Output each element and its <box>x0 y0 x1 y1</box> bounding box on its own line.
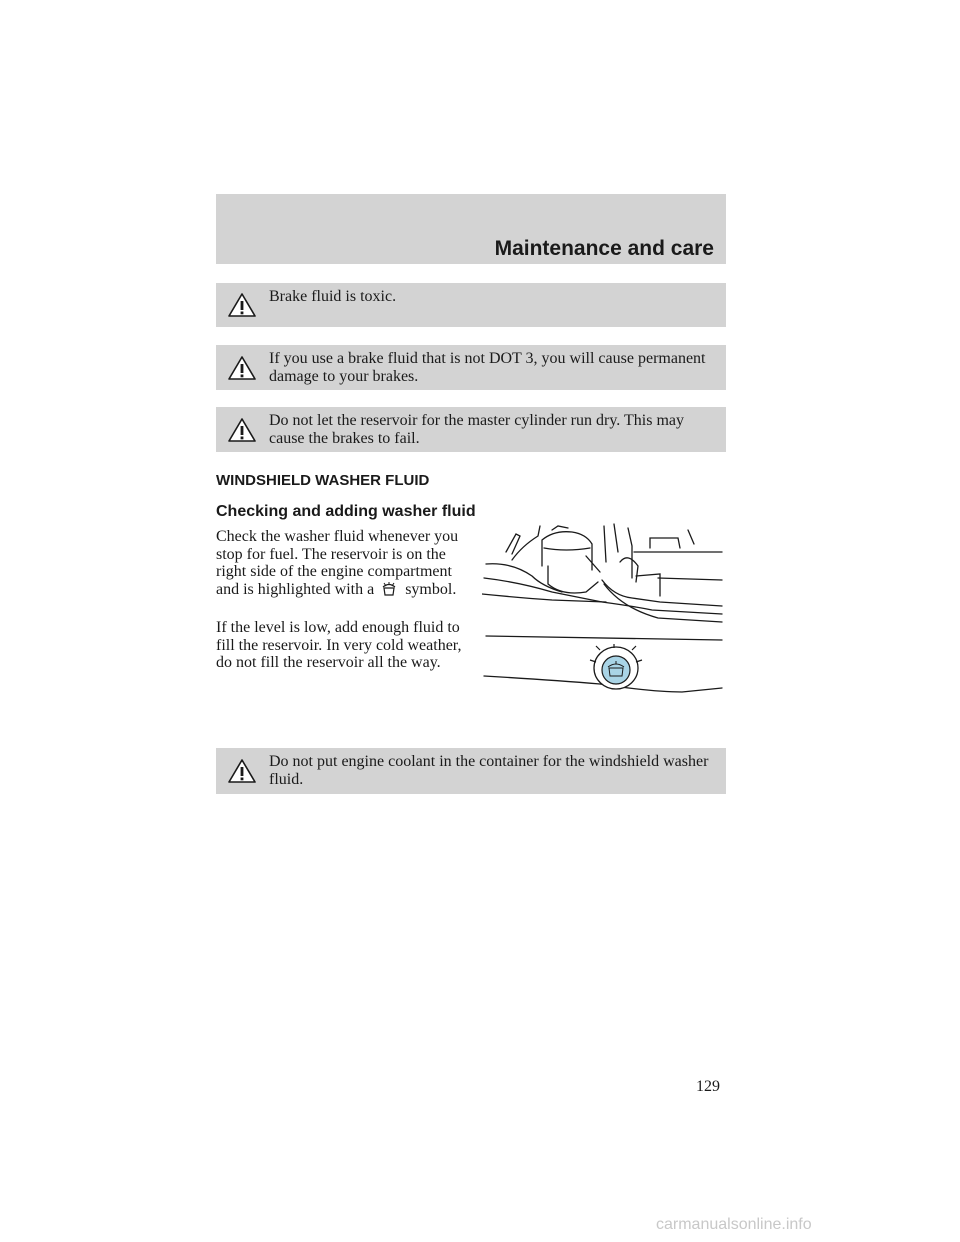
warning-triangle-icon <box>228 355 256 381</box>
paragraph-text: Check the washer fluid whenever you stop for fuel. The reservoir is on the right side of the engine compartment and is highlighted with a <box>216 528 459 598</box>
washer-fluid-symbol-icon <box>380 581 398 597</box>
warning-text: Brake fluid is toxic. <box>269 288 397 305</box>
warning-text: If you use a brake fluid that is not DOT 3, you will cause permanent damage to your brakes. <box>269 350 706 385</box>
warning-text: Do not put engine coolant in the container for the windshield washer fluid. <box>269 753 709 788</box>
page-number: 129 <box>696 1078 720 1095</box>
engine-compartment-illustration <box>482 522 728 698</box>
header-band <box>216 194 726 264</box>
section-title: Maintenance and care <box>494 237 714 260</box>
warning-box-dot3 <box>216 345 726 390</box>
warning-box-coolant <box>216 748 726 794</box>
paragraph-check-fluid <box>216 528 478 598</box>
warning-text: Do not let the reservoir for the master cylinder run dry. This may cause the brakes to fail. <box>269 412 684 447</box>
section-subheading: Checking and adding washer fluid <box>216 503 476 520</box>
warning-triangle-icon <box>228 417 256 443</box>
watermark: carmanualsonline.info <box>656 1216 812 1233</box>
warning-triangle-icon <box>228 758 256 784</box>
warning-triangle-icon <box>228 292 256 318</box>
paragraph-low-level: If the level is low, add enough fluid to fill the reservoir. In very cold weather, do not fill the reservoir all the way. <box>216 619 462 671</box>
washer-reservoir-cap <box>590 644 642 689</box>
warning-box-reservoir <box>216 407 726 452</box>
paragraph-text-end: symbol. <box>405 580 457 598</box>
section-heading: WINDSHIELD WASHER FLUID <box>216 472 430 489</box>
warning-box-toxic <box>216 283 726 327</box>
